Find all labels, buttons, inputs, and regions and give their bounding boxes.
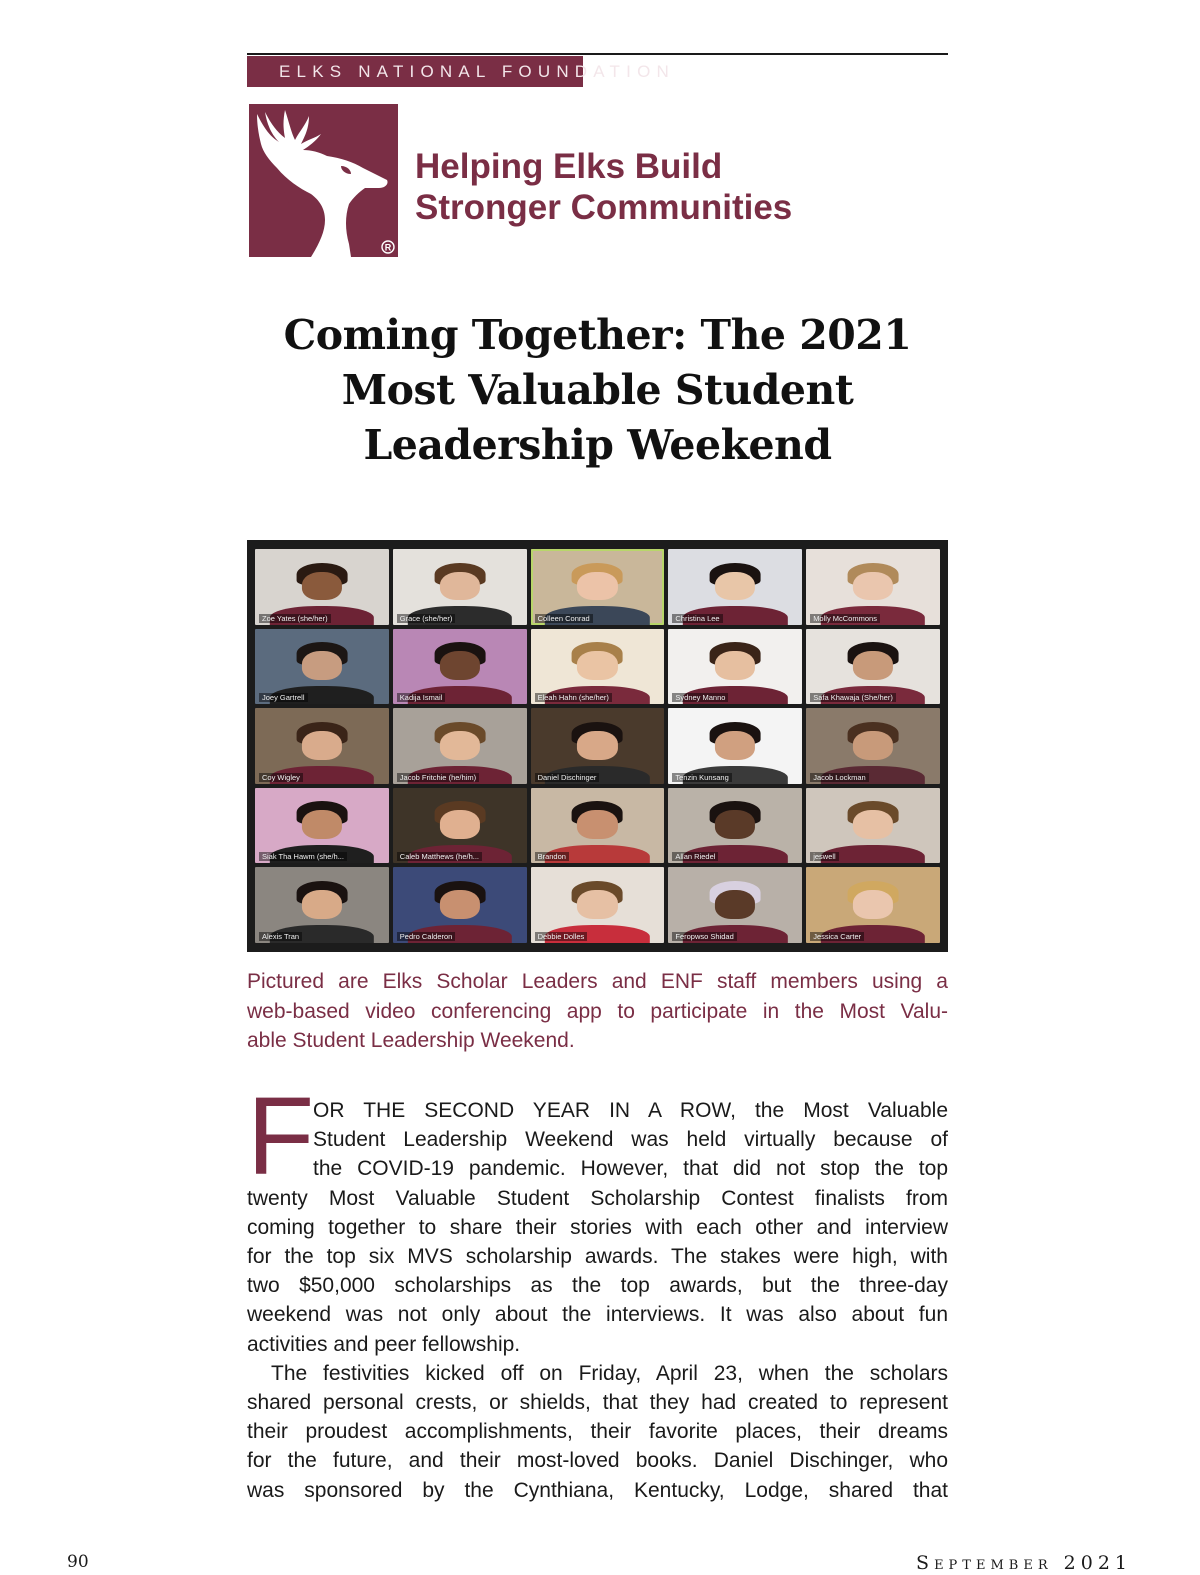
participant-face — [715, 890, 755, 919]
body-line: for the future, and their most-loved books. Daniel Dischinger, who — [247, 1449, 948, 1473]
participant-name: Siak Tha Hawm (she/h... — [259, 852, 347, 861]
title-line-1: Coming Together: The 2021 — [283, 311, 912, 359]
participant-name: Allan Riedel — [672, 852, 718, 861]
participant-tile — [668, 708, 802, 784]
participant-tile — [255, 549, 389, 625]
body-line: twenty Most Valuable Student Scholarship Contest finalists from — [247, 1186, 948, 1210]
issue-date: September 2021 — [916, 1552, 1132, 1574]
participant-tile — [668, 549, 802, 625]
participant-tile — [393, 708, 527, 784]
participant-face — [302, 810, 342, 839]
participant-face — [853, 731, 893, 760]
caption-line-1: Pictured are Elks Scholar Leaders and ENF staff members using a — [247, 970, 948, 993]
body-line: weekend was not only about the interviews. It was also about fun — [247, 1303, 948, 1327]
participant-tile — [668, 629, 802, 705]
participant-name: Alexis Tran — [259, 932, 302, 941]
foundation-banner: ELKS NATIONAL FOUNDATION — [247, 56, 583, 87]
participant-face — [853, 651, 893, 680]
participant-name: Tenzin Kunsang — [672, 773, 731, 782]
article-body — [247, 1096, 948, 1505]
participant-tile — [806, 549, 940, 625]
foundation-tagline — [415, 146, 792, 228]
body-line: The festivities kicked off on Friday, April 23, when the scholars — [271, 1361, 948, 1385]
participant-tile — [255, 867, 389, 943]
participant-name: Pedro Calderon — [397, 932, 456, 941]
body-line: activities and peer fellowship. — [247, 1332, 521, 1356]
participant-name: Jessica Carter — [810, 932, 864, 941]
elk-head-icon — [249, 104, 398, 257]
participant-grid — [255, 549, 940, 943]
participant-name: Debbie Dolles — [535, 932, 588, 941]
body-line: Student Leadership Weekend was held virtually because of — [313, 1128, 948, 1152]
participant-name: Sydney Manno — [672, 693, 728, 702]
participant-tile — [255, 629, 389, 705]
participant-face — [577, 651, 617, 680]
body-line: two $50,000 scholarships as the top awards, but the three-day — [247, 1274, 948, 1298]
tagline-line-2: Stronger Communities — [415, 188, 793, 227]
participant-name: Feropwso Shidad — [672, 932, 736, 941]
participant-face — [577, 810, 617, 839]
participant-tile — [806, 629, 940, 705]
participant-name: Kadija Ismail — [397, 693, 446, 702]
article-title — [247, 308, 948, 473]
page-number: 90 — [67, 1552, 89, 1572]
participant-name: Eleah Hahn (she/her) — [535, 693, 612, 702]
participant-face — [853, 810, 893, 839]
participant-name: Jacob Fritchie (he/him) — [397, 773, 479, 782]
participant-name: jeswell — [810, 852, 839, 861]
participant-name: Joey Gartrell — [259, 693, 308, 702]
participant-face — [715, 731, 755, 760]
participant-face — [440, 572, 480, 601]
participant-face — [715, 572, 755, 601]
participant-tile — [806, 708, 940, 784]
header-rule — [247, 53, 948, 55]
body-line: OR THE SECOND YEAR IN A ROW, the Most Valuable — [313, 1099, 948, 1122]
participant-tile — [393, 788, 527, 864]
video-conference-photo — [247, 540, 948, 952]
participant-face — [440, 810, 480, 839]
body-line: their proudest accomplishments, their favorite places, their dreams — [247, 1420, 948, 1444]
caption-line-3: able Student Leadership Weekend. — [247, 1029, 575, 1052]
participant-name: Caleb Matthews (he/h... — [397, 852, 482, 861]
participant-face — [440, 651, 480, 680]
participant-face — [853, 890, 893, 919]
participant-name: Grace (she/her) — [397, 614, 456, 623]
participant-face — [440, 731, 480, 760]
body-line: the COVID-19 pandemic. However, that did not stop the top — [313, 1157, 948, 1181]
title-line-2: Most Valuable Student — [341, 366, 854, 414]
participant-name: Brandon — [535, 852, 569, 861]
participant-tile — [531, 629, 665, 705]
participant-tile — [255, 708, 389, 784]
participant-face — [715, 651, 755, 680]
participant-tile — [255, 788, 389, 864]
participant-name: Zoe Yates (she/her) — [259, 614, 331, 623]
participant-face — [302, 890, 342, 919]
participant-face — [440, 890, 480, 919]
body-line: coming together to share their stories with each other and interview — [247, 1215, 948, 1239]
body-line: was sponsored by the Cynthiana, Kentucky, Lodge, shared that — [247, 1478, 948, 1502]
body-line: for the top six MVS scholarship awards. The stakes were high, with — [247, 1245, 948, 1269]
participant-name: Molly McCommons — [810, 614, 880, 623]
participant-tile — [806, 867, 940, 943]
participant-tile — [531, 867, 665, 943]
participant-face — [302, 651, 342, 680]
drop-cap: F — [247, 1075, 315, 1198]
body-line: shared personal crests, or shields, that they had created to represent — [247, 1391, 948, 1415]
participant-tile — [806, 788, 940, 864]
tagline-line-1: Helping Elks Build — [415, 147, 723, 186]
participant-name: Colleen Conrad — [535, 614, 593, 623]
participant-name: Coy Wigley — [259, 773, 303, 782]
participant-tile — [393, 867, 527, 943]
participant-name: Safa Khawaja (She/her) — [810, 693, 896, 702]
participant-tile — [531, 549, 665, 625]
participant-tile — [393, 549, 527, 625]
photo-caption — [247, 967, 948, 1056]
participant-name: Jacob Lockman — [810, 773, 869, 782]
participant-tile — [668, 788, 802, 864]
participant-face — [302, 731, 342, 760]
participant-face — [577, 572, 617, 601]
participant-name: Daniel Dischinger — [535, 773, 600, 782]
svg-text:R: R — [384, 242, 392, 253]
participant-tile — [531, 708, 665, 784]
participant-face — [715, 810, 755, 839]
caption-line-2: web-based video conferencing app to participate in the Most Valu- — [247, 999, 948, 1023]
participant-face — [577, 731, 617, 760]
participant-tile — [531, 788, 665, 864]
participant-tile — [668, 867, 802, 943]
participant-face — [302, 572, 342, 601]
title-line-3: Leadership Weekend — [363, 421, 832, 469]
participant-name: Christina Lee — [672, 614, 722, 623]
participant-tile — [393, 629, 527, 705]
participant-face — [853, 572, 893, 601]
participant-face — [577, 890, 617, 919]
